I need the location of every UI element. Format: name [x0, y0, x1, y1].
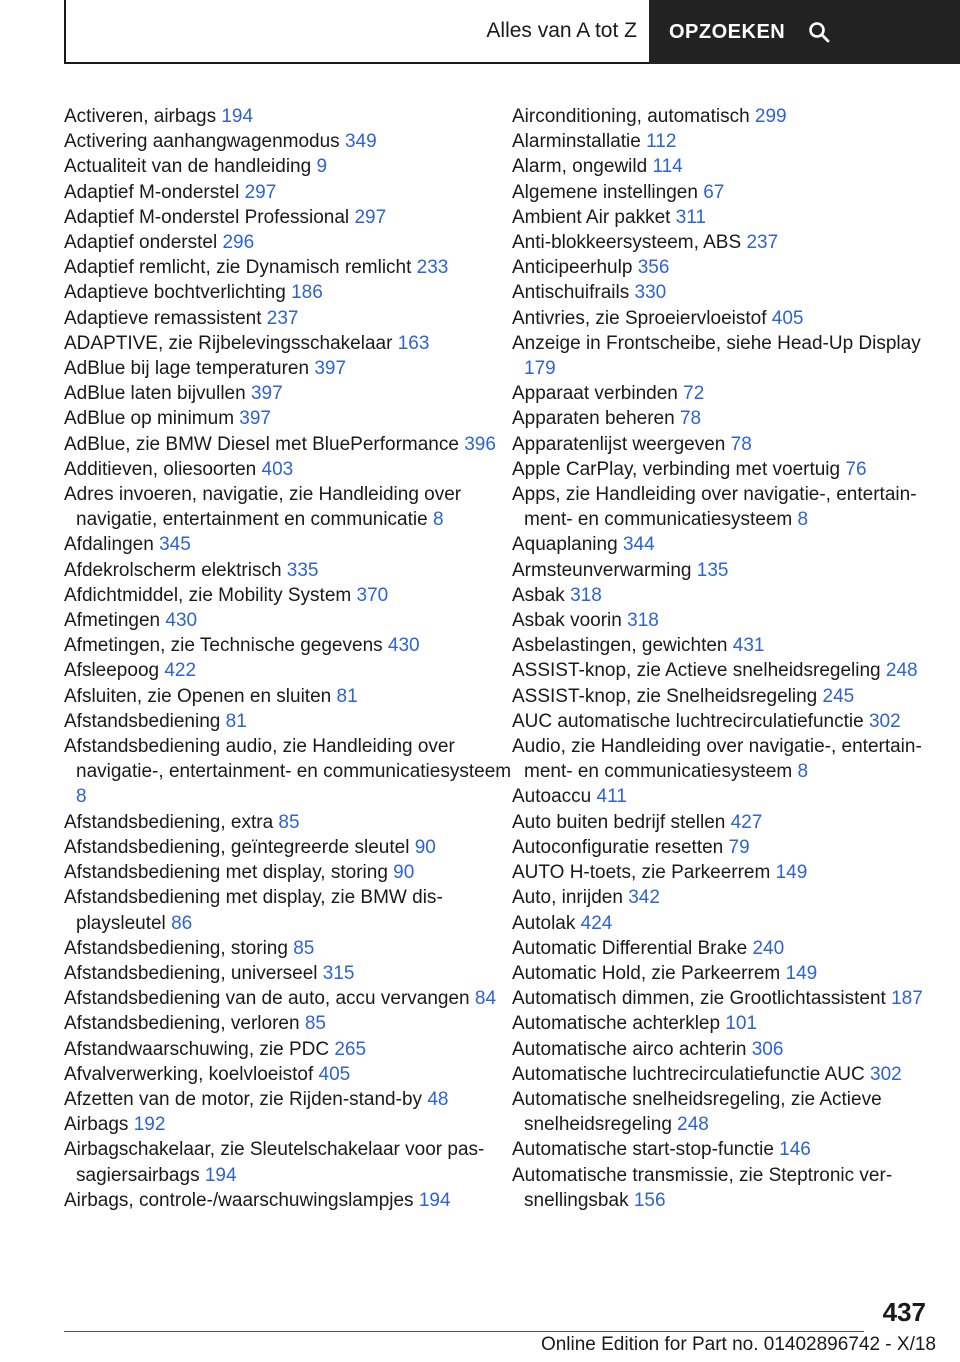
page-link[interactable]: 101	[725, 1013, 758, 1035]
edition-text: Online Edition for Part no. 01402896742 - X/18	[540, 1334, 936, 1355]
page-link[interactable]: 8	[797, 509, 809, 531]
index-entry	[64, 1112, 512, 1137]
entry-text: Afvalverwerking, koelvloeistof	[64, 1063, 319, 1085]
index-entry	[64, 709, 512, 734]
index-entry	[64, 961, 512, 986]
index-entry	[512, 633, 924, 658]
index-entry	[64, 1062, 512, 1087]
page-link[interactable]: 149	[775, 862, 808, 884]
page-link[interactable]: 396	[464, 433, 496, 455]
page-link[interactable]: 48	[427, 1088, 449, 1110]
page-link[interactable]: 237	[266, 307, 299, 329]
entry-text: Antivries, zie Sproeiervloeistof	[512, 307, 772, 329]
index-entry	[512, 532, 924, 557]
entry-text: AUC automatische luchtrecirculatiefunctie	[512, 710, 869, 732]
entry-text: Auto, inrijden	[512, 887, 629, 909]
index-entry	[64, 255, 512, 280]
entry-text: Anti-blokkeersysteem, ABS	[512, 232, 747, 254]
index-entry	[64, 633, 512, 658]
page-link[interactable]: 86	[171, 912, 193, 934]
page-link[interactable]: 296	[222, 232, 255, 254]
page-link[interactable]: 187	[891, 988, 923, 1010]
entry-text: Aquaplaning	[512, 534, 623, 556]
entry-text: Automatisch dimmen, zie Grootlichtassistent	[512, 988, 892, 1010]
index-entry	[64, 104, 512, 129]
entry-text: Automatische snelheidsregeling, zie Actieve snelheidsregeling	[512, 1088, 882, 1136]
page-link[interactable]: 114	[652, 156, 683, 178]
page-link[interactable]: 8	[797, 761, 809, 783]
page-number: 437	[882, 1297, 926, 1327]
index-entry	[512, 558, 924, 583]
entry-text: Automatische achterklep	[512, 1013, 726, 1035]
entry-text: Apparatenlijst weergeven	[512, 433, 731, 455]
index-entry	[64, 608, 512, 633]
page-link[interactable]: 9	[316, 156, 328, 178]
index-entry	[64, 532, 512, 557]
index-entry	[512, 406, 924, 431]
page-link[interactable]: 78	[730, 433, 752, 455]
entry-text: Afstandsbediening van de auto, accu vervangen	[64, 988, 475, 1010]
page-link[interactable]: 81	[225, 710, 247, 732]
entry-text: Apps, zie Handleiding over navigatie-, entertainment- en communicatiesysteem	[512, 484, 917, 531]
index-entry	[512, 860, 924, 885]
page-link[interactable]: 112	[646, 131, 677, 153]
entry-text: Automatische luchtrecirculatiefunctie AUC	[512, 1063, 870, 1085]
page-link[interactable]: 67	[703, 181, 725, 203]
entry-text: AdBlue laten bijvullen	[64, 383, 251, 405]
index-entry	[512, 482, 924, 532]
entry-text: Algemene instellingen	[512, 181, 704, 203]
page-link[interactable]: 356	[637, 257, 670, 279]
index-entry	[512, 835, 924, 860]
index-entry	[64, 1188, 512, 1213]
search-button[interactable]	[649, 0, 960, 64]
entry-text: Armsteunverwarming	[512, 559, 697, 581]
entry-text: Afstandsbediening, extra	[64, 811, 279, 833]
tab-alles-van-a-tot-z[interactable]	[64, 0, 649, 64]
entry-text: Alarminstallatie	[512, 131, 647, 153]
page-link[interactable]: 85	[304, 1013, 326, 1035]
index-entry	[512, 936, 924, 961]
entry-text: Airbagschakelaar, zie Sleutelschakelaar voor passagiersairbags	[64, 1139, 485, 1186]
index-entry	[64, 583, 512, 608]
page-link[interactable]: 194	[221, 106, 254, 127]
entry-text: Audio, zie Handleiding over navigatie-, entertainment- en communicatiesysteem	[512, 736, 922, 783]
page-link[interactable]: 135	[696, 559, 729, 581]
page-link[interactable]: 427	[730, 811, 763, 833]
index-entry	[512, 457, 924, 482]
page-link[interactable]: 424	[580, 912, 613, 934]
page-link[interactable]: 397	[250, 383, 283, 405]
index-entry	[512, 381, 924, 406]
entry-text: Automatic Hold, zie Parkeerrem	[512, 962, 786, 984]
index-entry	[64, 835, 512, 860]
entry-text: Afzetten van de motor, zie Rijden-stand-by	[64, 1088, 428, 1110]
entry-text: ADAPTIVE, zie Rijbelevingsschakelaar	[64, 332, 398, 354]
footer-divider	[64, 1331, 864, 1332]
page-link[interactable]: 265	[334, 1038, 367, 1060]
page-link[interactable]: 297	[244, 181, 277, 203]
page-link[interactable]: 342	[628, 887, 660, 909]
entry-text: Afdekrolscherm elektrisch	[64, 559, 287, 581]
page-link[interactable]: 430	[387, 635, 420, 657]
page-link[interactable]: 163	[397, 332, 430, 354]
index-entry	[64, 457, 512, 482]
page-link[interactable]: 245	[822, 685, 855, 707]
index-entry	[512, 1011, 924, 1036]
entry-text: Afstandsbediening, storing	[64, 937, 294, 959]
index-entry	[64, 734, 512, 810]
index-entry	[512, 230, 924, 255]
index-entry	[64, 558, 512, 583]
entry-text: Anzeige in Frontscheibe, siehe Head-Up Display	[512, 332, 921, 354]
entry-text: Afsleepoog	[64, 660, 165, 682]
entry-text: Autoconfiguratie resetten	[512, 836, 729, 858]
page-link[interactable]: 370	[356, 584, 389, 606]
entry-text: Automatic Differential Brake	[512, 937, 753, 959]
index-entry	[64, 860, 512, 885]
entry-text: Actualiteit van de handleiding	[64, 156, 317, 178]
page-link[interactable]: 397	[239, 408, 271, 430]
entry-text: Anticipeerhulp	[512, 257, 638, 279]
index-entry	[512, 129, 924, 154]
entry-text: Afmetingen	[64, 610, 166, 632]
index-entry	[64, 482, 512, 532]
page-link[interactable]: 299	[754, 106, 787, 127]
entry-text: ASSIST-knop, zie Snelheidsregeling	[512, 685, 823, 707]
index-entry	[64, 180, 512, 205]
index-entry	[64, 936, 512, 961]
index-entry	[64, 306, 512, 331]
page-link[interactable]: 8	[76, 786, 87, 808]
page-link[interactable]: 345	[159, 534, 191, 556]
page-link[interactable]: 302	[870, 1063, 902, 1085]
page-link[interactable]: 179	[524, 358, 556, 380]
index-entry	[512, 784, 924, 809]
tab-label: Alles van A tot Z	[486, 19, 637, 42]
entry-text: Afstandsbediening audio, zie Handleiding over navigatie-, entertainment- en communicatiesysteem	[64, 736, 512, 783]
page-link[interactable]: 149	[785, 962, 818, 984]
entry-text: Afmetingen, zie Technische gegevens	[64, 635, 388, 657]
entry-text: Antischuifrails	[512, 282, 635, 304]
page-link[interactable]: 237	[746, 232, 779, 254]
index-entry	[64, 810, 512, 835]
index-entry	[512, 331, 924, 381]
page-link[interactable]: 302	[868, 710, 901, 732]
index-entry	[64, 1011, 512, 1036]
index-entry	[512, 255, 924, 280]
entry-text: Adaptief M-onderstel	[64, 181, 245, 203]
page-link[interactable]: 306	[751, 1038, 784, 1060]
entry-text: Adaptieve remassistent	[64, 307, 267, 329]
entry-text: Adaptief M-onderstel Professional	[64, 206, 355, 228]
index-entry	[64, 205, 512, 230]
entry-text: Ambient Air pakket	[512, 206, 676, 228]
entry-text: Afstandsbediening, geïntegreerde sleutel	[64, 836, 415, 858]
entry-text: Apparaten beheren	[512, 408, 680, 430]
entry-text: Airbags	[64, 1114, 134, 1136]
page-link[interactable]: 146	[779, 1139, 811, 1161]
entry-text: Asbak voorin	[512, 610, 628, 632]
index-entry	[512, 709, 924, 734]
entry-text: Afdalingen	[64, 534, 160, 556]
index-entry	[64, 986, 512, 1011]
entry-text: Airbags, controle-/waarschuwingslampjes	[64, 1189, 419, 1211]
index-entry	[512, 1137, 924, 1162]
page-link[interactable]: 90	[414, 836, 436, 858]
entry-text: Adaptief remlicht, zie Dynamisch remlicht	[64, 257, 417, 279]
search-label: OPZOEKEN	[669, 20, 786, 43]
index-entry	[64, 1137, 512, 1187]
entry-text: Afstandsbediening	[64, 710, 226, 732]
page-link[interactable]: 192	[133, 1114, 166, 1136]
entry-text: Autolak	[512, 912, 581, 934]
page-link[interactable]: 233	[416, 257, 449, 279]
page-link[interactable]: 405	[771, 307, 804, 329]
page-link[interactable]: 194	[204, 1164, 237, 1186]
entry-text: Asbak	[512, 584, 571, 606]
index-entry	[64, 406, 512, 431]
page-link[interactable]: 315	[322, 962, 355, 984]
index-entry	[512, 104, 924, 129]
index-entry	[512, 180, 924, 205]
entry-text: AUTO H-toets, zie Parkeerrem	[512, 862, 776, 884]
index-entry	[512, 911, 924, 936]
index-entry	[64, 684, 512, 709]
page-link[interactable]: 411	[596, 786, 627, 808]
page-link[interactable]: 422	[164, 660, 197, 682]
search-icon	[807, 20, 831, 44]
entry-text: AdBlue op minimum	[64, 408, 240, 430]
page-link[interactable]: 297	[354, 206, 387, 228]
page-link[interactable]: 405	[318, 1063, 351, 1085]
entry-text: Asbelastingen, gewichten	[512, 635, 733, 657]
entry-text: Afstandwaarschuwing, zie PDC	[64, 1038, 335, 1060]
entry-text: Activeren, airbags	[64, 106, 222, 127]
page-link[interactable]: 318	[627, 610, 659, 632]
page-link[interactable]: 84	[474, 988, 497, 1010]
entry-text: Adaptieve bochtverlichting	[64, 282, 292, 304]
page-link[interactable]: 335	[286, 559, 319, 581]
index-entry	[512, 583, 924, 608]
index-columns	[64, 104, 924, 1213]
entry-text: Afdichtmiddel, zie Mobility System	[64, 584, 357, 606]
page-link[interactable]: 81	[336, 685, 358, 707]
index-entry	[64, 356, 512, 381]
index-entry	[512, 608, 924, 633]
index-entry	[64, 381, 512, 406]
page-link[interactable]: 311	[675, 206, 706, 228]
index-entry	[64, 280, 512, 305]
page-link[interactable]: 85	[278, 811, 300, 833]
page-link[interactable]: 85	[293, 937, 315, 959]
index-column-left	[64, 104, 512, 1213]
index-entry	[512, 154, 924, 179]
page-link[interactable]: 78	[679, 408, 702, 430]
entry-text: Automatische airco achterin	[512, 1038, 752, 1060]
entry-text: Adaptief onderstel	[64, 232, 223, 254]
entry-text: Afstandsbediening met display, zie BMW displaysleutel	[64, 887, 443, 934]
index-entry	[512, 810, 924, 835]
index-entry	[512, 1087, 924, 1137]
entry-text: Auto buiten bedrijf stellen	[512, 811, 731, 833]
entry-text: Apparaat verbinden	[512, 383, 684, 405]
index-entry	[64, 1087, 512, 1112]
page-link[interactable]: 79	[728, 836, 750, 858]
entry-text: AdBlue, zie BMW Diesel met BluePerformance	[64, 433, 465, 455]
index-entry	[512, 1163, 924, 1213]
index-entry	[64, 1037, 512, 1062]
entry-text: Activering aanhangwagenmodus	[64, 131, 345, 153]
index-entry	[512, 432, 924, 457]
page-link[interactable]: 344	[622, 534, 655, 556]
page-link[interactable]: 349	[344, 131, 377, 153]
entry-text: Afstandsbediening met display, storing	[64, 862, 394, 884]
index-entry	[64, 154, 512, 179]
entry-text: Apple CarPlay, verbinding met voertuig	[512, 458, 846, 480]
page-link[interactable]: 397	[314, 358, 347, 380]
index-entry	[512, 961, 924, 986]
page-link[interactable]: 318	[570, 584, 602, 606]
index-entry	[512, 306, 924, 331]
entry-text: ASSIST-knop, zie Actieve snelheidsregeling	[512, 660, 886, 682]
index-entry	[64, 129, 512, 154]
page-link[interactable]: 186	[291, 282, 323, 304]
page-link[interactable]: 194	[418, 1189, 451, 1211]
page-link[interactable]: 8	[432, 509, 444, 531]
page-link[interactable]: 90	[393, 862, 415, 884]
entry-text: Afstandsbediening, universeel	[64, 962, 323, 984]
page-link[interactable]: 403	[261, 458, 294, 480]
page-link[interactable]: 156	[633, 1189, 666, 1211]
index-entry	[512, 734, 924, 784]
entry-text: AdBlue bij lage temperaturen	[64, 358, 315, 380]
index-entry	[512, 205, 924, 230]
entry-text: Afstandsbediening, verloren	[64, 1013, 305, 1035]
entry-text: Automatische start-stop-functie	[512, 1139, 780, 1161]
index-column-right	[512, 104, 924, 1213]
index-entry	[512, 658, 924, 683]
index-entry	[512, 885, 924, 910]
page-link[interactable]: 248	[885, 660, 918, 682]
entry-text: Afsluiten, zie Openen en sluiten	[64, 685, 337, 707]
page-link[interactable]: 76	[845, 458, 867, 480]
entry-text: Autoaccu	[512, 786, 597, 808]
entry-text: Alarm, ongewild	[512, 156, 653, 178]
index-entry	[64, 658, 512, 683]
index-entry	[512, 1037, 924, 1062]
index-entry	[64, 230, 512, 255]
entry-text: Airconditioning, automatisch	[512, 106, 755, 127]
index-entry	[512, 986, 924, 1011]
index-entry	[512, 1062, 924, 1087]
page-link[interactable]: 248	[677, 1114, 709, 1136]
index-entry	[64, 331, 512, 356]
page-link[interactable]: 430	[165, 610, 198, 632]
top-navigation	[64, 0, 960, 64]
page-link[interactable]: 330	[634, 282, 667, 304]
page-link[interactable]: 72	[683, 383, 705, 405]
index-entry	[64, 432, 512, 457]
page-link[interactable]: 431	[732, 635, 765, 657]
entry-text: Additieven, oliesoorten	[64, 458, 262, 480]
entry-text: Automatische transmissie, zie Steptronic versnellingsbak	[512, 1164, 893, 1211]
index-entry	[64, 885, 512, 935]
page-link[interactable]: 240	[752, 937, 785, 959]
index-entry	[512, 280, 924, 305]
entry-text: Adres invoeren, navigatie, zie Handleiding over navigatie, entertainment en communicatie	[64, 484, 462, 531]
index-entry	[512, 684, 924, 709]
